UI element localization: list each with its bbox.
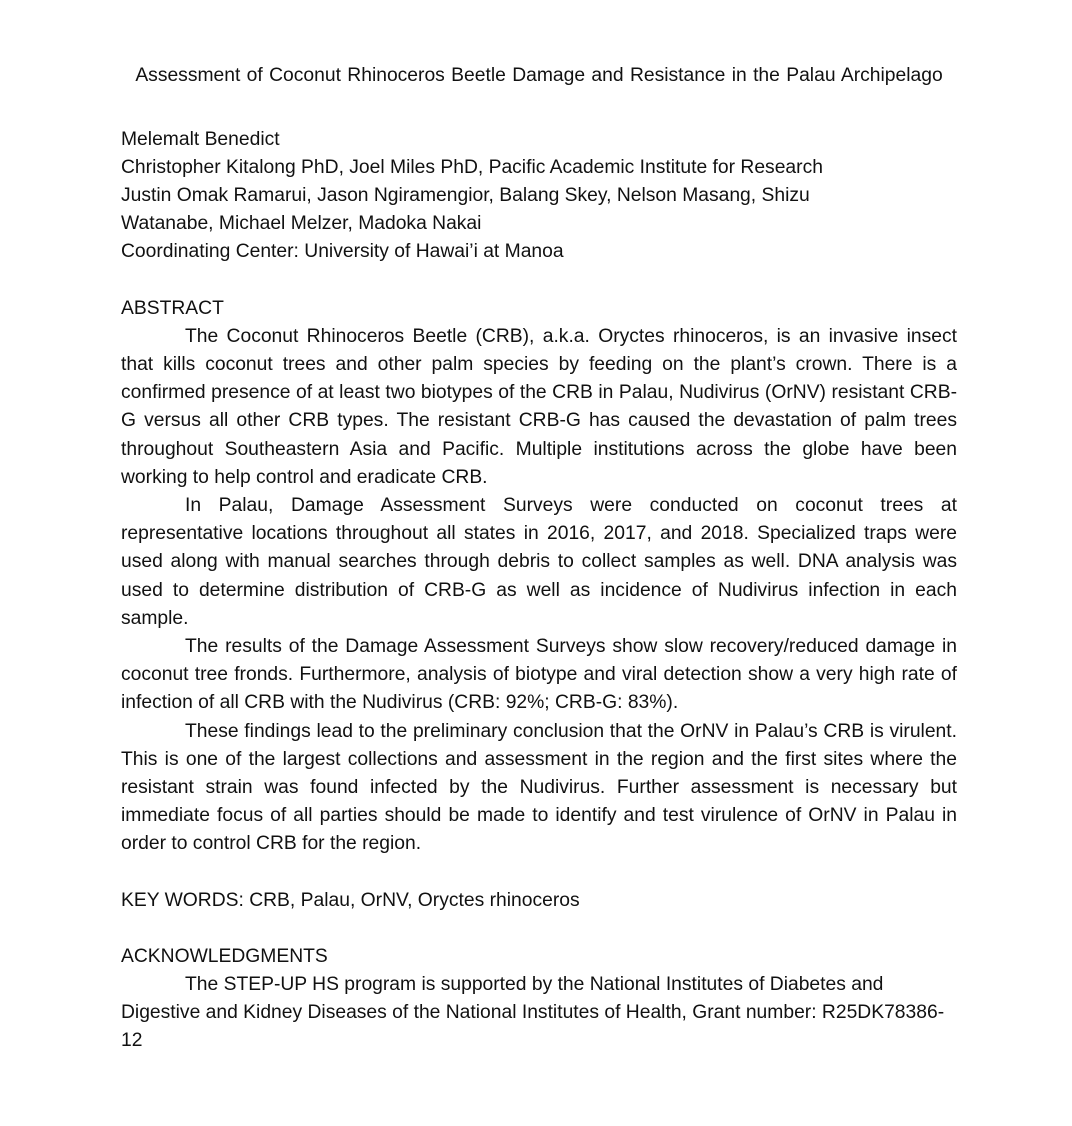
abstract-paragraph: In Palau, Damage Assessment Surveys were conducted on coconut trees at representative locations throughout all states in 2016, 2017, and 2018. Specialized traps were used along with manual searches through debris to collect samples as well. DNA analysis was used to determine distribution of CRB-G as well as incidence of Nudivirus infection in each sample. [121,494,957,629]
collaborators-line-1: Justin Omak Ramarui, Jason Ngiramengior, Balang Skey, Nelson Masang, Shizu [121,184,810,206]
abstract-paragraph: The results of the Damage Assessment Surveys show slow recovery/reduced damage in coconut tree fronds. Furthermore, analysis of biotype and viral detection show a very high rate of infection of all CRB with the Nudivirus (CRB: 92%; CRB-G: 83%). [121,635,957,714]
abstract-heading: ABSTRACT [121,297,224,319]
coordinating-center: Coordinating Center: University of Hawai’i at Manoa [121,241,564,263]
collaborators-line-2: Watanabe, Michael Melzer, Madoka Nakai [121,213,482,235]
acknowledgments-heading: ACKNOWLEDGMENTS [121,945,328,967]
abstract-body [121,323,957,859]
lead-author: Melemalt Benedict [121,128,280,150]
document-page [121,62,957,1056]
acknowledgments-text: The STEP-UP HS program is supported by the National Institutes of Diabetes and Digestive and Kidney Diseases of the National Institutes of Health, Grant number: R25DK78386-12 [121,973,945,1052]
abstract-paragraph: These findings lead to the preliminary conclusion that the OrNV in Palau’s CRB is virulent. This is one of the largest collections and assessment in the region and the first sites where the resistant strain was found infected by the Nudivirus. Further assessment is necessary but immediate focus of all parties should be made to identify and test virulence of OrNV in Palau in order to control CRB for the region. [121,720,957,855]
paper-title: Assessment of Coconut Rhinoceros Beetle Damage and Resistance in the Palau Archipelago [135,65,943,86]
abstract-paragraph: The Coconut Rhinoceros Beetle (CRB), a.k.a. Oryctes rhinoceros, is an invasive insect that kills coconut trees and other palm species by feeding on the plant’s crown. There is a confirmed presence of at least two biotypes of the CRB in Palau, Nudivirus (OrNV) resistant CRB-G versus all other CRB types. The resistant CRB-G has caused the devastation of palm trees throughout Southeastern Asia and Pacific. Multiple institutions across the globe have been working to help control and eradicate CRB. [121,325,957,488]
author-block [121,126,957,267]
acknowledgments-body [121,971,957,1056]
mentor-authors: Christopher Kitalong PhD, Joel Miles PhD, Pacific Academic Institute for Research [121,156,823,178]
keywords: KEY WORDS: CRB, Palau, OrNV, Oryctes rhinoceros [121,889,580,911]
